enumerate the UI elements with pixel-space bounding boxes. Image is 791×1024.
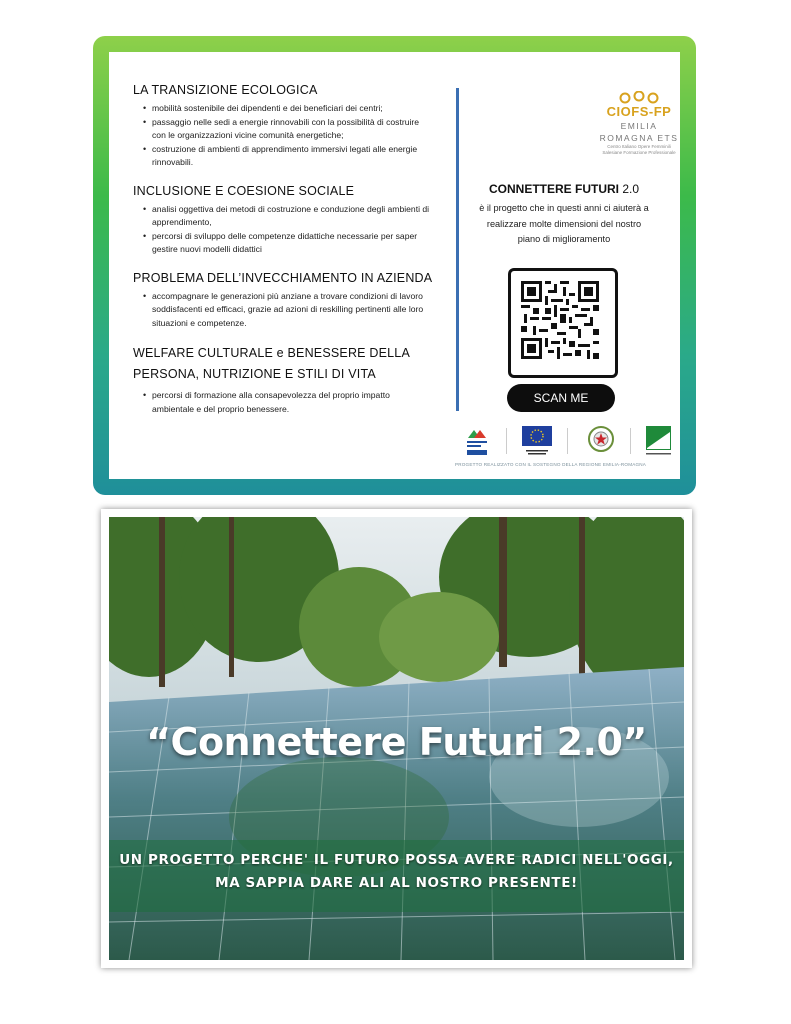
bullet-list: [133, 203, 433, 257]
tagline-line: MA SAPPIA DARE ALI AL NOSTRO PRESENTE!: [215, 875, 578, 891]
bullet-item: • analisi oggettiva dei metodi di costruzione e conduzione degli ambienti di apprendimento,: [143, 203, 433, 230]
topics-column: [133, 82, 433, 429]
scan-me-button[interactable]: SCAN ME: [507, 384, 615, 412]
section-title: INCLUSIONE E COESIONE SOCIALE: [133, 183, 355, 198]
bullet-item: • passaggio nelle sedi a energie rinnovabili con la possibilità di costruire con le organizzazioni vicine comunità energetiche;: [143, 116, 433, 143]
logo-divider: [567, 428, 568, 454]
logo-description: Centro Italiano Opere Femminili Salesiane Formazione Professionale: [602, 144, 676, 155]
project-name: CONNETTERE FUTURI: [488, 182, 619, 196]
emilia-romagna-logo-icon: [645, 424, 672, 458]
bullet-item: • percorsi di sviluppo delle competenze didattiche necessarie per saper gestire nuovi modelli didattici: [143, 230, 433, 257]
section-title: WELFARE CULTURALE e BENESSERE DELLA PERSONA, NUTRIZIONE E STILI DI VITA: [133, 346, 410, 381]
flyer-card: [93, 36, 696, 495]
project-version: 2.0: [622, 182, 640, 196]
bullet-list: [133, 290, 433, 331]
project-title: [479, 182, 649, 196]
ciofs-logo: [599, 90, 679, 156]
bullet-item: • mobilità sostenibile dei dipendenti e dei beneficiari dei centri;: [143, 102, 433, 116]
logo-region: EMILIA ROMAGNA ETS: [599, 121, 679, 143]
qr-code-icon: [521, 281, 599, 359]
section-welfare: [133, 343, 433, 416]
flyer-content: [109, 52, 680, 479]
bullet-item: • percorsi di formazione alla consapevolezza del proprio impatto ambientale e del proprio benessere.: [143, 389, 433, 416]
section-inclusion: [133, 183, 433, 257]
italian-republic-emblem-icon: [586, 424, 616, 458]
poster-tagline: [109, 849, 684, 895]
logo-name: CIOFS-FP: [606, 104, 672, 119]
footer-note: PROGETTO REALIZZATO CON IL SOSTEGNO DELLA REGIONE EMILIA-ROMAGNA: [455, 462, 647, 467]
column-divider: [456, 88, 459, 411]
partner-logos: [462, 424, 672, 460]
bullet-list: [133, 102, 433, 170]
coesione-italia-logo-icon: [464, 424, 490, 458]
bullet-item: • accompagnare le generazioni più anziane a trovare condizioni di lavoro soddisfacenti ed efficaci, grazie ad azioni di reskilling pertinenti alle loro situazioni e competenze.: [143, 290, 433, 331]
crowns-icon: [599, 90, 679, 104]
poster-frame: [101, 509, 692, 968]
poster-image: [109, 517, 684, 960]
section-aging: [133, 270, 433, 331]
qr-code[interactable]: [508, 268, 618, 378]
project-body: è il progetto che in questi anni ci aiuterà a realizzare molte dimensioni del nostro piano di miglioramento: [479, 203, 649, 244]
logo-divider: [506, 428, 507, 454]
eu-flag-logo-icon: [521, 424, 553, 458]
logo-divider: [630, 428, 631, 454]
poster-headline: “Connettere Futuri 2.0”: [146, 720, 647, 764]
bullet-item: • costruzione di ambienti di apprendimento immersivi legati alle energie rinnovabili.: [143, 143, 433, 170]
section-title: LA TRANSIZIONE ECOLOGICA: [133, 83, 318, 97]
bullet-list: [133, 389, 433, 416]
section-ecological-transition: [133, 82, 433, 170]
section-title: PROBLEMA DELL’INVECCHIAMENTO IN AZIENDA: [133, 270, 433, 285]
tagline-line: UN PROGETTO PERCHE' IL FUTURO POSSA AVERE RADICI NELL'OGGI,: [119, 852, 674, 868]
project-description: [479, 182, 649, 248]
